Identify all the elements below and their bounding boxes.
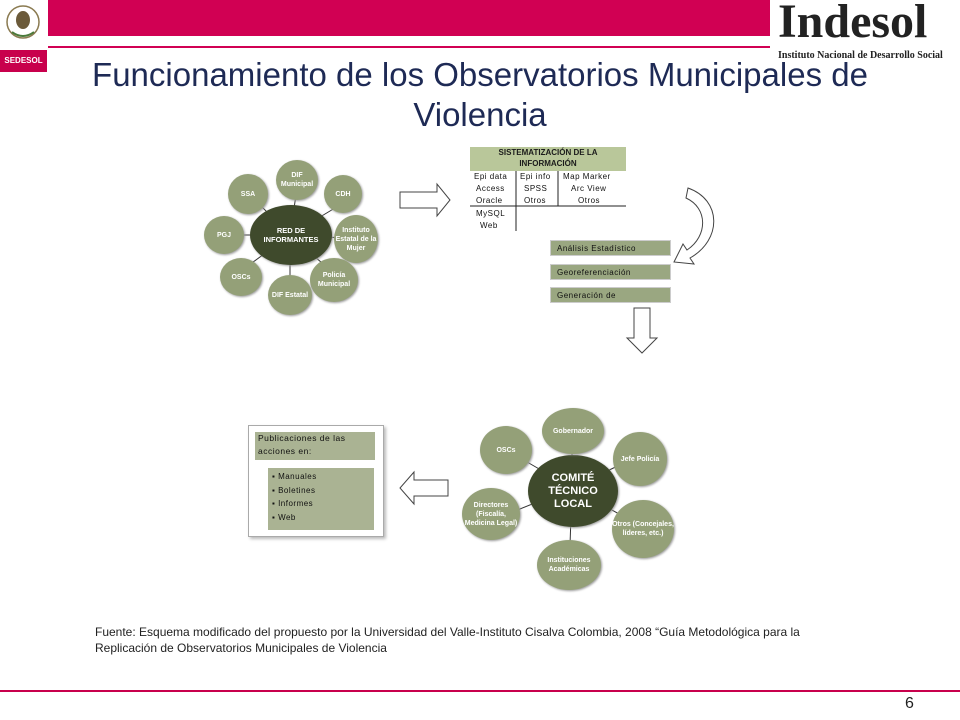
list-item: ▪ Informes (272, 497, 374, 511)
node-oscs: OSCs (220, 258, 262, 296)
tool-cell: Otros (578, 196, 601, 205)
node-instituciones: Instituciones Académicas (537, 540, 601, 590)
sedesol-label: SEDESOL (0, 50, 47, 72)
publicaciones-header: Publicaciones de las acciones en: (255, 432, 375, 460)
sistematizacion-header: SISTEMATIZACIÓN DE LA INFORMACIÓN (470, 147, 626, 171)
tool-cell: MySQL (476, 209, 506, 218)
tool-cell: Epi data (474, 172, 508, 181)
tool-cell: Otros (524, 196, 547, 205)
page-title: Funcionamiento de los Observatorios Municipales de Violencia (92, 56, 868, 133)
list-item: ▪ Web (272, 511, 374, 525)
node-jefe-policia: Jefe Policía (613, 432, 667, 486)
tool-cell: Arc View (571, 184, 607, 193)
tool-cell: Epi info (520, 172, 551, 181)
source-note: Fuente: Esquema modificado del propuesto por la Universidad del Valle-Instituto Cisalva Colombia, 2008 “Guía Metodológica para la Replicación de Observatorios Municipales de Violencia (95, 625, 800, 655)
node-directores: Directores (Fiscalía, Medicina Legal) (462, 488, 520, 540)
tool-cell: Oracle (476, 196, 503, 205)
footer-divider (0, 690, 960, 692)
process-generacion: Generación de (550, 287, 671, 303)
tool-cell: Access (476, 184, 505, 193)
node-dif-municipal: DIF Municipal (276, 160, 318, 200)
tool-cell: Web (480, 221, 498, 230)
arrow-right-icon (400, 184, 450, 216)
process-analisis: Análisis Estadístico (550, 240, 671, 256)
tool-cell: Map Marker (563, 172, 611, 181)
publicaciones-list (268, 468, 374, 530)
page-number: 6 (905, 695, 914, 712)
list-item: ▪ Boletines (272, 484, 374, 498)
node-pgj: PGJ (204, 216, 244, 254)
node-ssa: SSA (228, 174, 268, 214)
arrow-down-icon (627, 308, 657, 353)
red-informantes-center: RED DE INFORMANTES (250, 205, 332, 265)
brand-name: Indesol (778, 0, 928, 48)
process-georeferenciacion: Georeferenciación (550, 264, 671, 280)
brand-subtitle: Instituto Nacional de Desarrollo Social (778, 50, 943, 61)
node-cdh: CDH (324, 175, 362, 213)
node-dif-estatal: DIF Estatal (268, 275, 312, 315)
comite-center: COMITÉ TÉCNICO LOCAL (528, 455, 618, 527)
node-gobernador: Gobernador (542, 408, 604, 454)
node-otros: Otros (Concejales, líderes, etc.) (612, 500, 674, 558)
list-item: ▪ Manuales (272, 470, 374, 484)
tool-cell: SPSS (524, 184, 548, 193)
node-oscs-comite: OSCs (480, 426, 532, 474)
node-policia-municipal: Policía Municipal (310, 258, 358, 302)
curved-arrow-icon (674, 188, 714, 264)
node-instituto-mujer: Instituto Estatal de la Mujer (334, 215, 378, 263)
arrow-left-icon (400, 472, 448, 504)
